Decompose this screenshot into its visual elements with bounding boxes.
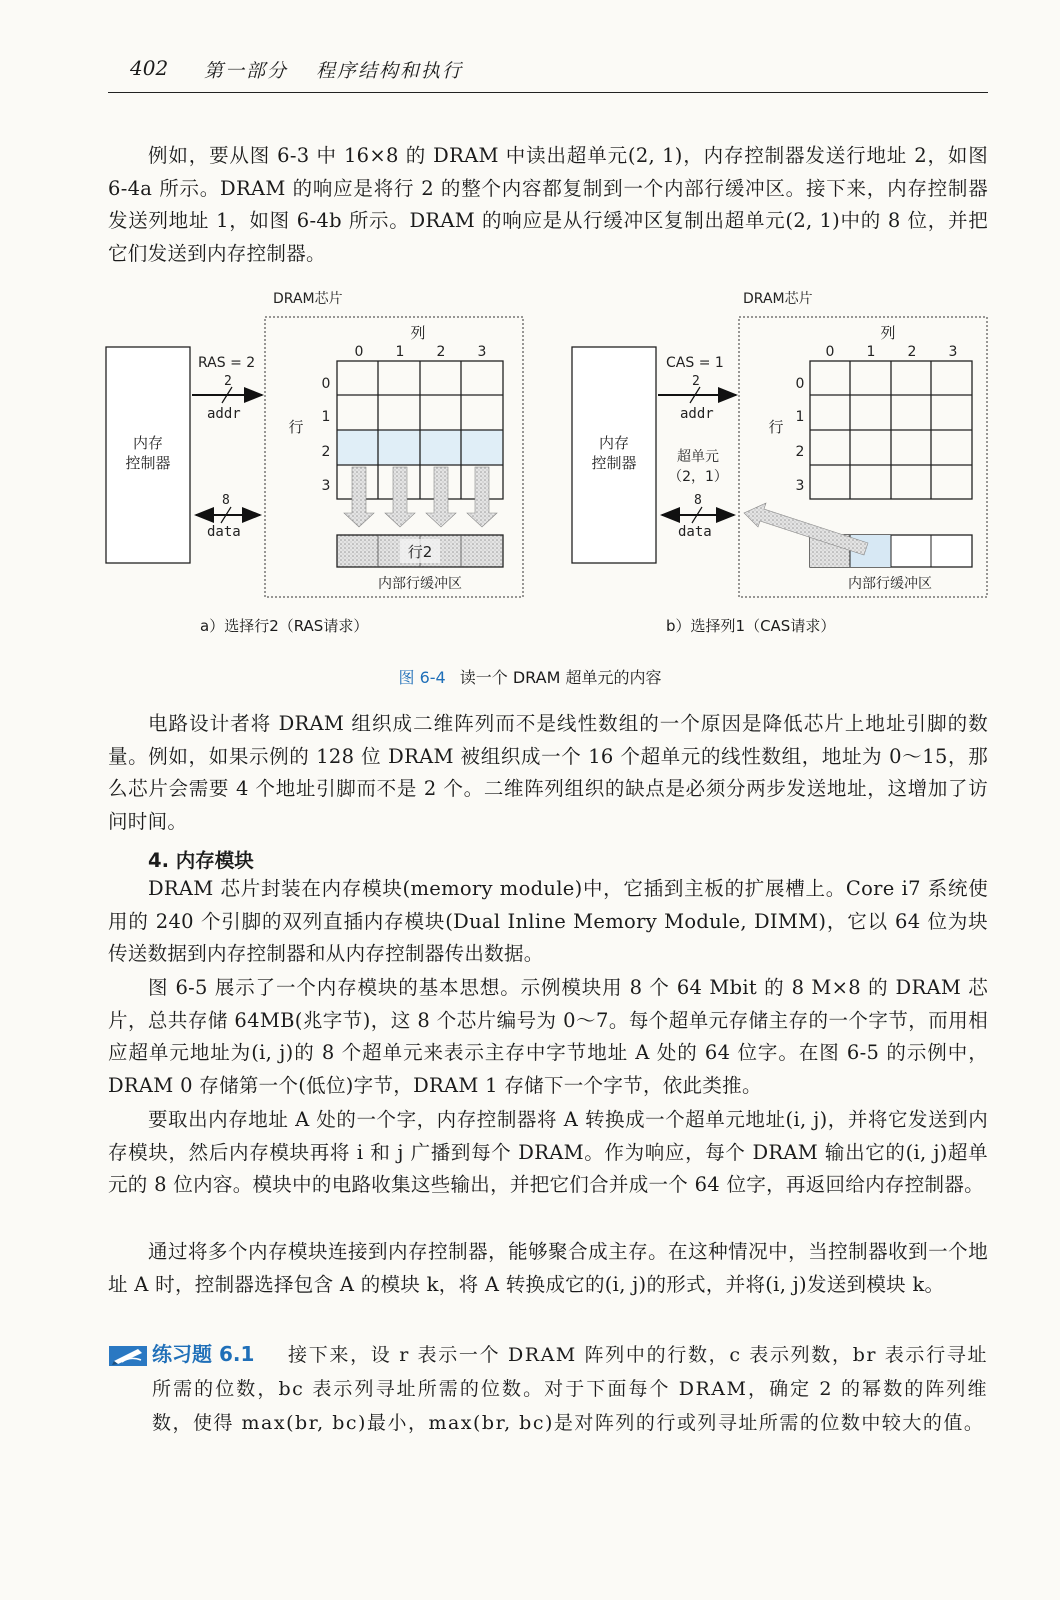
supercell-coords: （2，1） [668,469,728,485]
col-axis-label: 列 [410,324,426,342]
paragraph-4: 图 6-5 展示了一个内存模块的基本思想。示例模块用 8 个 64 Mbit 的 8 M×8 的 DRAM 芯片，总共存储 64MB(兆字节)，这 8 个芯片编号为 0～7。每个超单元存储主存的一个字节，而用相应超单元地址为(i, j)的 8 个超单元来表示主存中字节地址 A 处的 64 位字。在图 6-5 的示例中，DRAM 0 存储第一个(低位)字节，DRAM 1 存储下一个字节，依此类推。 [108,976,988,1097]
row-index-3: 3 [795,478,805,494]
row-index-1: 1 [795,409,805,425]
addr-width-label: 2 [224,374,232,389]
data-label: data [678,524,712,540]
data-width-label: 8 [222,493,230,508]
addr-width-label: 2 [692,374,700,389]
row-index-2: 2 [321,444,331,460]
chapter-title: 程序结构和执行 [316,60,464,82]
figure-caption-text: 读一个 DRAM 超单元的内容 [459,668,662,687]
paragraph-6: 通过将多个内存模块连接到内存控制器，能够聚合成主存。在这种情况中，当控制器收到一个地址 A 时，控制器选择包含 A 的模块 k，将 A 转换成它的(i, j)的形式，并将(i, j)发送到模块 k。 [108,1240,988,1296]
copy-supercell-arrow [744,503,868,555]
running-header [108,52,988,93]
paragraph-2: 电路设计者将 DRAM 组织成二维阵列而不是线性数组的一个原因是降低芯片上地址引脚的数量。例如，如果示例的 128 位 DRAM 被组织成一个 16 个超单元的线性数组，地址为 0～15，那么芯片会需要 4 个地址引脚而不是 2 个。二维阵列组织的缺点是必须分两步发送地址，这增加了访问时间。 [108,712,988,833]
col-index-2: 2 [907,344,917,360]
chip-label: DRAM芯片 [743,291,813,307]
addr-label: addr [680,406,714,422]
col-index-1: 1 [395,344,405,360]
ras-signal-label: RAS = 2 [198,355,256,371]
row-index-2: 2 [795,444,805,460]
controller-label-line1: 内存 [132,434,164,452]
figure-number: 图 6-4 [398,668,446,687]
row-index-0: 0 [321,376,331,392]
row-axis-label: 行 [768,418,784,436]
row-buffer-label: 内部行缓冲区 [848,576,932,592]
subcaption-a: a）选择行2（RAS请求） [200,617,369,635]
data-width-label: 8 [694,493,702,508]
col-index-0: 0 [354,344,364,360]
panel-b [572,290,987,597]
data-label: data [207,524,241,540]
exercise-label: 练习题 6.1 [152,1342,255,1366]
paragraph-3: DRAM 芯片封装在内存模块(memory module)中，它插到主板的扩展槽上。Core i7 系统使用的 240 个引脚的双列直插内存模块(Dual Inline Memory Module, DIMM)，它以 64 位为块传送数据到内存控制器和从内存控制器传出数据。 [108,877,988,965]
col-index-3: 3 [948,344,958,360]
row-index-3: 3 [321,478,331,494]
figure-caption [0,665,1060,688]
exercise-text: 接下来，设 r 表示一个 DRAM 阵列中的行数，c 表示列数，br 表示行寻址所需的位数，bc 表示列寻址所需的位数。对于下面每个 DRAM，确定 2 的幂数的阵列维数，使得 max(br, bc)最小，max(br, bc)是对阵列的行或列寻址所需的位数中较大的值。 [152,1344,988,1434]
part-title: 第一部分 [204,60,289,82]
exercise-pencil-icon [108,1344,148,1368]
figure-6-4 [0,275,1060,695]
section-heading: 4. 内存模块 [148,849,254,872]
col-axis-label: 列 [880,324,896,342]
supercell-label: 超单元 [677,449,719,465]
addr-label: addr [207,406,241,422]
controller-label-line1: 内存 [598,434,630,452]
paragraph-1: 例如，要从图 6-3 中 16×8 的 DRAM 中读出超单元(2, 1)，内存控制器发送行地址 2，如图 6-4a 所示。DRAM 的响应是将行 2 的整个内容都复制到一个内部行缓冲区。接下来，内存控制器发送列地址 1，如图 6-4b 所示。DRAM 的响应是从行缓冲区复制出超单元(2, 1)中的 8 位，并把它们发送到内存控制器。 [108,144,988,265]
row-buffer-label: 内部行缓冲区 [378,576,462,592]
col-index-0: 0 [825,344,835,360]
row-index-1: 1 [321,409,331,425]
dram-array-grid [810,361,972,499]
chip-label: DRAM芯片 [273,291,343,307]
controller-label-line2: 控制器 [591,454,637,472]
row-index-0: 0 [795,376,805,392]
subcaption-b: b）选择列1（CAS请求） [666,617,836,635]
cas-signal-label: CAS = 1 [666,355,724,371]
col-index-3: 3 [477,344,487,360]
page-number: 402 [130,56,169,80]
row-axis-label: 行 [288,418,304,436]
panel-a [106,290,523,597]
col-index-1: 1 [866,344,876,360]
row-buffer-content: 行2 [407,543,433,561]
controller-label-line2: 控制器 [125,454,171,472]
col-index-2: 2 [436,344,446,360]
paragraph-5: 要取出内存地址 A 处的一个字，内存控制器将 A 转换成一个超单元地址(i, j)，并将它发送到内存模块，然后内存模块再将 i 和 j 广播到每个 DRAM。作为响应，每个 DRAM 输出它的(i, j)超单元的 8 位内容。模块中的电路收集这些输出，并把它们合并成一个 64 位字，再返回给内存控制器。 [108,1108,988,1196]
